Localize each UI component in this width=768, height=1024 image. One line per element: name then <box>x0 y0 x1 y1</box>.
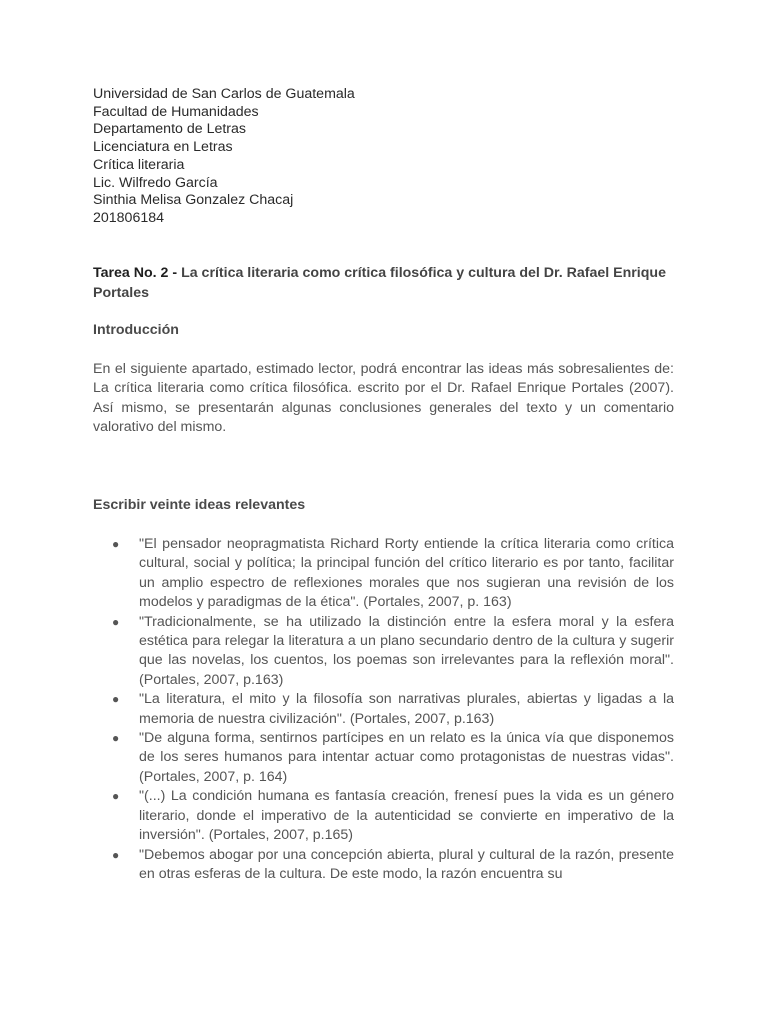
student-name-line: Sinthia Melisa Gonzalez Chacaj <box>93 192 294 209</box>
title-text: La crítica literaria como crítica filosófica y cultura del Dr. Rafael Enrique Portales <box>93 265 666 301</box>
list-item <box>112 787 674 845</box>
list-item <box>112 846 674 885</box>
list-item-text: "Tradicionalmente, se ha utilizado la distinción entre la esfera moral y la esfera estética para relegar la literatura a un plano secundario dentro de la cultura y sugerir que las novelas, los cuentos, los poemas son irrelevantes para la reflexión moral". (Portales, 2007, p.163) <box>139 613 674 688</box>
faculty-line: Facultad de Humanidades <box>93 103 259 120</box>
ideas-list <box>112 535 674 884</box>
list-item <box>112 690 674 729</box>
list-item <box>112 613 674 691</box>
list-item-text: "De alguna forma, sentirnos partícipes en un relato es la única vía que disponemos de los seres humanos para intentar actuar como protagonistas de nuestras vidas". (Portales, 2007, p. 164) <box>139 730 674 785</box>
ideas-heading: Escribir veinte ideas relevantes <box>93 497 306 513</box>
student-id-line: 201806184 <box>93 209 165 226</box>
list-item-text: "El pensador neopragmatista Richard Rorty entiende la crítica literaria como crítica cultural, social y política; la principal función del crítico literario es por tanto, facilitar un amplio espectro de reflexiones morales que nos sugieran una revisión de los modelos y paradigmas de la ética". (Portales, 2007, p. 163) <box>139 536 674 611</box>
university-line: Universidad de San Carlos de Guatemala <box>93 86 355 102</box>
list-item-text: "Debemos abogar por una concepción abierta, plural y cultural de la razón, presente en otras esferas de la cultura. De este modo, la razón encuentra su <box>139 846 674 882</box>
list-item-text: "La literatura, el mito y la filosofía son narrativas plurales, abiertas y ligadas a la memoria de nuestra civilización". (Portales, 2007, p.163) <box>139 691 674 727</box>
bullet-icon: ● <box>112 537 120 551</box>
degree-line: Licenciatura en Letras <box>93 139 233 156</box>
title-prefix: Tarea No. 2 - <box>93 265 178 281</box>
introduction-heading: Introducción <box>93 322 179 338</box>
bullet-icon: ● <box>112 692 120 707</box>
document-title <box>93 264 678 303</box>
department-line: Departamento de Letras <box>93 121 247 138</box>
bullet-icon: ● <box>112 731 120 746</box>
bullet-icon: ● <box>112 614 120 629</box>
professor-line: Lic. Wilfredo García <box>93 174 218 191</box>
list-item <box>112 729 674 787</box>
bullet-icon: ● <box>112 847 120 862</box>
introduction-paragraph: En el siguiente apartado, estimado lector, podrá encontrar las ideas más sobresalientes de: La crítica literaria como crítica filosófica. escrito por el Dr. Rafael Enrique Portales (2007). Así mismo, se presentarán algunas conclusiones generales del texto y un comentario valorativo del mismo. <box>93 361 674 436</box>
list-item <box>112 535 674 613</box>
header-block <box>93 86 693 228</box>
list-item-text: "(...) La condición humana es fantasía creación, frenesí pues la vida es un género literario, donde el imperativo de la autenticidad se convierte en imperativo de la inversión". (Portales, 2007, p.165) <box>139 788 674 844</box>
course-line: Crítica literaria <box>93 156 185 173</box>
bullet-icon: ● <box>112 789 120 804</box>
